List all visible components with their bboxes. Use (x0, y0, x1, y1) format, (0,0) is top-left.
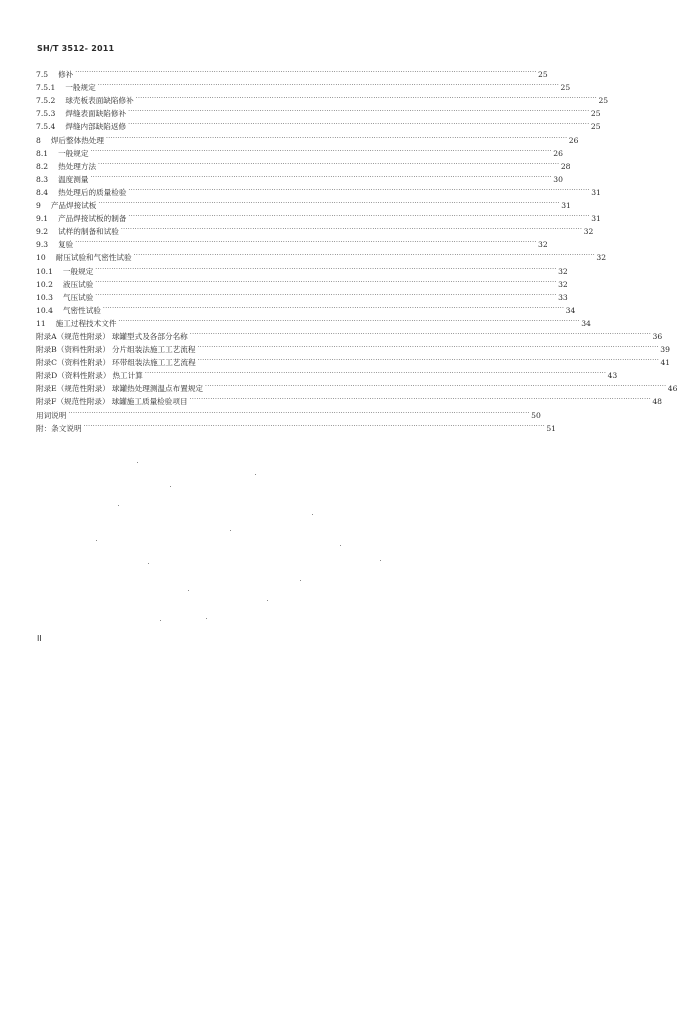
toc-entry-number: 9 (36, 201, 41, 211)
toc-entry-title: 热处理后的质量检验 (58, 187, 127, 197)
toc-entry (36, 368, 618, 381)
toc-leader-dots: ········································································································································································································ (90, 173, 552, 181)
toc-entry-title: 焊后整体热处理 (50, 135, 104, 145)
toc-entry-number: 11 (36, 318, 46, 328)
toc-entry-number: 7.5.3 (36, 109, 56, 119)
toc-leader-dots: ········································································································································································································ (68, 409, 530, 417)
toc-entry-number: 9.1 (36, 214, 49, 224)
toc-entry (36, 93, 609, 106)
toc-entry-title: 环带组装法施工工艺流程 (112, 358, 196, 368)
toc-leader-dots: ········································································································································································································ (83, 422, 546, 430)
toc-entry (36, 290, 568, 303)
toc-entry-title: 一般规定 (62, 266, 94, 276)
toc-entry-page: 31 (591, 187, 601, 197)
toc-entry-page: 46 (667, 384, 677, 394)
toc-entry-title: 气密性试验 (62, 305, 101, 315)
toc-entry-title: 用词说明 (36, 410, 67, 420)
toc-leader-dots: ········································································································································································································ (98, 160, 560, 168)
toc-entry-number: 10.1 (36, 266, 53, 276)
toc-entry (36, 355, 671, 368)
toc-entry (36, 329, 663, 342)
toc-entry-number: 10.3 (36, 292, 53, 302)
toc-entry-number: 附录D（资料性附录） (36, 371, 111, 381)
toc-entry-title: 分片组装法施工工艺流程 (111, 345, 196, 355)
toc-leader-dots: ········································································································································································································ (102, 304, 565, 312)
toc-entry (36, 394, 663, 407)
toc-entry-title: 试样的制备和试验 (58, 227, 119, 237)
toc-entry-title: 焊缝内部缺陷返修 (65, 122, 127, 132)
toc-entry (36, 421, 557, 434)
toc-entry-number: 附录A（规范性附录） (36, 331, 110, 341)
toc-entry (36, 185, 601, 198)
toc-entry-page: 32 (538, 240, 548, 250)
toc-entry-title: 一般规定 (65, 83, 96, 93)
toc-entry-page: 28 (560, 161, 571, 171)
toc-entry-title: 焊缝表面缺陷修补 (65, 109, 127, 119)
toc-entry-number: 10 (36, 253, 46, 263)
toc-entry-page: 30 (553, 174, 563, 184)
toc-entry-number: 8.2 (36, 161, 49, 171)
toc-entry-page: 26 (568, 135, 579, 145)
toc-entry (36, 132, 579, 145)
toc-entry-page: 39 (660, 345, 670, 355)
toc-entry-page: 26 (553, 148, 563, 158)
toc-entry-page: 41 (660, 358, 671, 368)
toc-entry-title: 球罐热处理测温点布置规定 (111, 384, 204, 394)
toc-leader-dots: ········································································································································································································ (135, 95, 598, 103)
toc-entry-number: 8 (36, 135, 41, 145)
toc-entry (36, 381, 677, 394)
toc-entry-title: 热工计算 (112, 371, 143, 381)
toc-entry-title: 热处理方法 (58, 161, 97, 171)
toc-entry (36, 67, 548, 80)
toc-entry-page: 25 (590, 109, 601, 119)
toc-entry-number: 7.5 (36, 70, 49, 80)
toc-entry-number: 8.1 (36, 148, 49, 158)
toc-entry-number: 10.4 (36, 305, 53, 315)
toc-leader-dots: ········································································································································································································ (197, 344, 659, 352)
toc-entry-number: 7.5.2 (36, 96, 56, 106)
toc-entry-page: 32 (558, 279, 568, 289)
toc-entry-page: 51 (546, 423, 557, 433)
toc-entry (36, 250, 607, 263)
toc-leader-dots: ········································································································································································································ (128, 108, 590, 116)
toc-entry-page: 50 (531, 410, 541, 420)
toc-entry-page: 36 (652, 331, 663, 341)
toc-entry-number: 9.3 (36, 240, 49, 250)
toc-entry-title: 温度测量 (58, 174, 89, 184)
toc-entry-title: 液压试验 (62, 279, 94, 289)
toc-entry-title: 产品焊接试板的制备 (58, 214, 127, 224)
toc-leader-dots: ········································································································································································································ (90, 147, 552, 155)
toc-leader-dots: ········································································································································································································ (95, 278, 557, 286)
toc-entry-page: 32 (596, 253, 607, 263)
toc-entry (36, 316, 591, 329)
toc-entry-title: 附：条文说明 (36, 423, 82, 433)
toc-entry-number: 7.5.1 (36, 83, 56, 93)
toc-entry-page: 25 (598, 96, 609, 106)
toc-entry (36, 172, 563, 185)
toc-leader-dots: ········································································································································································································ (197, 357, 660, 365)
toc-leader-dots: ········································································································································································································ (75, 239, 537, 247)
toc-entry (36, 263, 568, 276)
toc-entry-number: 10.2 (36, 279, 53, 289)
toc-leader-dots: ········································································································································································································ (95, 265, 557, 273)
toc-entry-title: 气压试验 (62, 292, 94, 302)
page-number-label: II (37, 634, 42, 643)
toc-entry-title: 球壳板表面缺陷修补 (65, 96, 134, 106)
toc-entry-title: 产品焊接试板 (50, 201, 97, 211)
toc-leader-dots: ········································································································································································································ (189, 396, 652, 404)
toc-entry-title: 修补 (58, 70, 74, 80)
toc-entry-title: 施工过程技术文件 (55, 318, 117, 328)
toc-entry-title: 耐压试验和气密性试验 (55, 253, 132, 263)
toc-leader-dots: ········································································································································································································ (128, 213, 590, 221)
toc-leader-dots: ········································································································································································································ (118, 317, 580, 325)
toc-entry-number: 附录F（规范性附录） (36, 397, 110, 407)
toc-entry-number: 8.3 (36, 174, 49, 184)
toc-entry (36, 237, 548, 250)
toc-leader-dots: ········································································································································································································ (120, 226, 583, 234)
toc-entry-page: 32 (558, 266, 568, 276)
toc-entry (36, 80, 571, 93)
toc-entry-page: 32 (583, 227, 594, 237)
toc-entry-number: 7.5.4 (36, 122, 56, 132)
toc-entry-page: 34 (565, 305, 576, 315)
toc-entry (36, 159, 571, 172)
toc-entry (36, 119, 601, 132)
toc-entry-number: 附录C（资料性附录） (36, 358, 111, 368)
toc-entry-page: 33 (558, 292, 568, 302)
toc-leader-dots: ········································································································································································································ (95, 291, 557, 299)
toc-leader-dots: ········································································································································································································ (144, 370, 607, 378)
toc-leader-dots: ········································································································································································································ (97, 82, 560, 90)
toc-entry-title: 球罐施工质量检验项目 (111, 397, 188, 407)
toc-leader-dots: ········································································································································································································ (189, 330, 652, 338)
toc-entry-page: 25 (538, 70, 548, 80)
toc-leader-dots: ········································································································································································································ (128, 121, 590, 129)
toc-entry (36, 106, 601, 119)
toc-entry-title: 一般规定 (58, 148, 89, 158)
toc-leader-dots: ········································································································································································································ (98, 200, 560, 208)
toc-entry (36, 224, 594, 237)
toc-entry-title: 球罐型式及各部分名称 (111, 331, 188, 341)
toc-entry-number: 9.2 (36, 227, 49, 237)
toc-leader-dots: ········································································································································································································ (128, 186, 590, 194)
toc-entry (36, 303, 576, 316)
table-of-contents (36, 67, 677, 434)
toc-entry-page: 31 (591, 214, 601, 224)
toc-entry (36, 407, 541, 420)
toc-leader-dots: ········································································································································································································ (106, 134, 568, 142)
toc-entry-page: 34 (581, 318, 591, 328)
toc-entry-title: 复验 (58, 240, 74, 250)
toc-entry-page: 43 (607, 371, 618, 381)
toc-entry (36, 277, 568, 290)
toc-leader-dots: ········································································································································································································ (75, 69, 537, 77)
toc-entry-page: 25 (560, 83, 571, 93)
toc-entry-page: 31 (561, 201, 571, 211)
toc-entry-page: 25 (590, 122, 601, 132)
toc-leader-dots: ········································································································································································································ (133, 252, 596, 260)
toc-entry (36, 342, 670, 355)
toc-entry (36, 198, 571, 211)
toc-entry-number: 附录B（资料性附录） (36, 345, 110, 355)
toc-entry (36, 146, 563, 159)
standard-code-header: SH/T 3512- 2011 (37, 44, 115, 53)
toc-entry-number: 8.4 (36, 187, 49, 197)
toc-entry (36, 211, 601, 224)
toc-entry-page: 48 (652, 397, 663, 407)
toc-entry-number: 附录E（规范性附录） (36, 384, 110, 394)
toc-leader-dots: ········································································································································································································ (205, 383, 667, 391)
